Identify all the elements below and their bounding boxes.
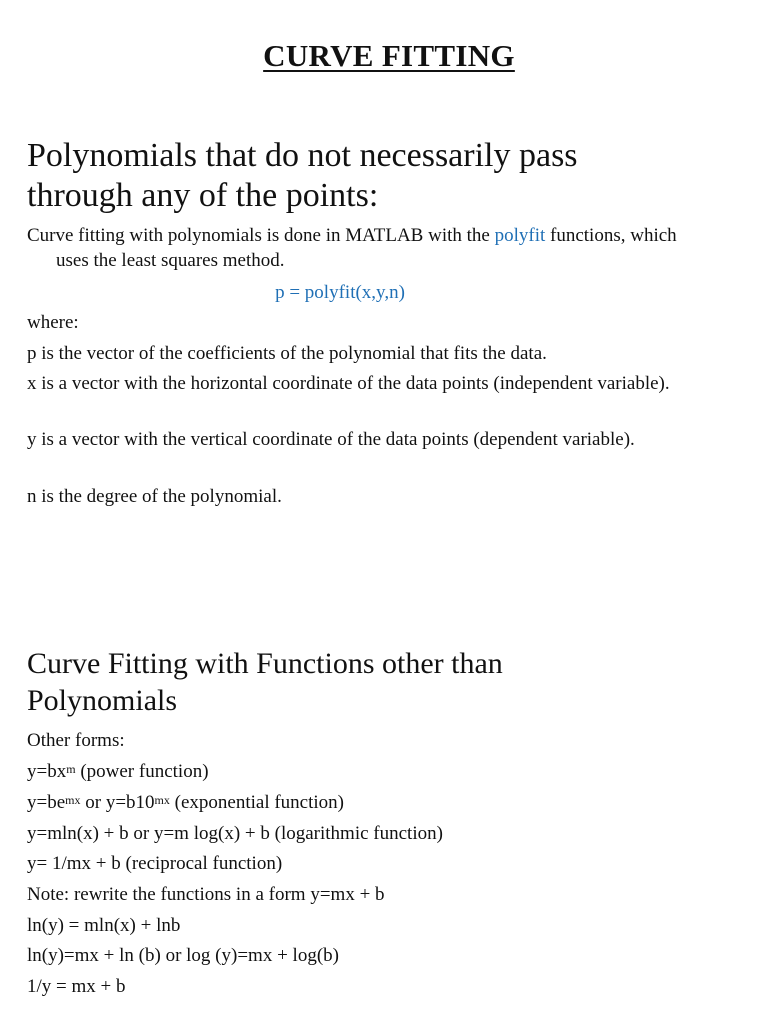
polyfit-link[interactable]: polyfit [494, 225, 546, 246]
equation-line: ln(y)=mx + ln (b) or log (y)=mx + log(b) [27, 945, 339, 966]
section-heading-other-functions [27, 645, 727, 719]
power-function-line [27, 759, 652, 784]
intro-text-continued: functions, which uses the least squares method. [56, 225, 677, 271]
page-title: CURVE FITTING [263, 38, 515, 73]
equation-line: 1/y = mx + b [27, 976, 126, 997]
section-heading-polynomials [27, 136, 727, 216]
intro-paragraph [27, 223, 681, 273]
exp-formula-1: y=be [27, 792, 66, 813]
note-line: Note: rewrite the functions in a form y=mx + b [27, 884, 385, 905]
n-definition: n is the degree of the polynomial. [27, 486, 282, 507]
logarithmic-function-line: y=mln(x) + b or y=m log(x) + b (logarithmic function) [27, 823, 443, 844]
intro-text: Curve fitting with polynomials is done in MATLAB with the [27, 225, 495, 246]
x-definition: x is a vector with the horizontal coordinate of the data points (independent variable). [27, 373, 670, 394]
exp-exponent-2: mx [154, 793, 170, 807]
heading-line: Curve Fitting with Functions other than [27, 647, 503, 680]
equation-line: ln(y) = mln(x) + lnb [27, 915, 181, 936]
exp-label: (exponential function) [169, 792, 344, 813]
exp-exponent-1: mx [65, 793, 81, 807]
power-label: (power function) [75, 761, 209, 782]
reciprocal-function-line: y= 1/mx + b (reciprocal function) [27, 853, 283, 874]
heading-line: Polynomials that do not necessarily pass [27, 137, 578, 174]
heading-line: through any of the points: [27, 177, 379, 214]
where-label: where: [27, 312, 79, 333]
exponential-function-line [27, 790, 652, 815]
power-formula: y=bx [27, 761, 67, 782]
exp-formula-2: or y=b10 [80, 792, 155, 813]
heading-line: Polynomials [27, 684, 178, 717]
p-definition: p is the vector of the coefficients of the polynomial that fits the data. [27, 343, 547, 364]
power-exponent: m [66, 762, 76, 776]
other-forms-label: Other forms: [27, 730, 125, 751]
polyfit-formula: p = polyfit(x,y,n) [275, 282, 405, 303]
y-definition: y is a vector with the vertical coordinate of the data points (dependent variable). [27, 429, 635, 450]
